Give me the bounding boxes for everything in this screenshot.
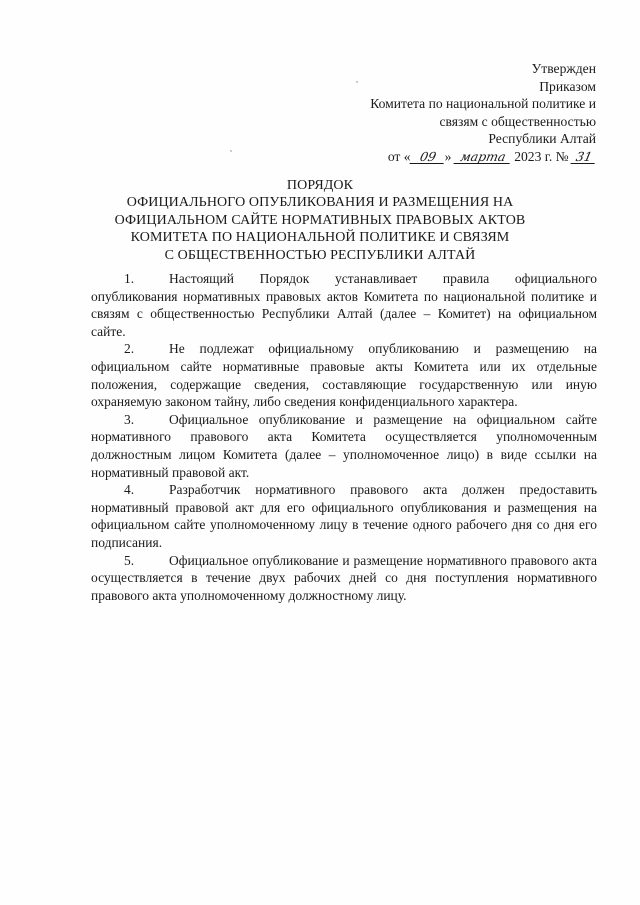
title-line: КОМИТЕТА ПО НАЦИОНАЛЬНОЙ ПОЛИТИКЕ И СВЯЗЯМ [130,230,510,246]
title-line: ПОРЯДОК [286,178,354,193]
approval-line-order: Приказом [539,78,596,94]
document-body [91,270,597,604]
paragraph [91,270,597,340]
paragraph [91,340,597,410]
document-title [60,177,580,264]
paragraph [91,481,597,551]
paragraph-text: Настоящий Порядок устанавливает правила официального опубликования нормативных правовых актов Комитета по национальной политике и связям с общественностью Республики Алтай (далее – Комитет) на официальном сайте. [91,271,597,339]
paragraph-number: 1. [124,271,135,286]
title-line: ОФИЦИАЛЬНОГО ОПУБЛИКОВАНИЯ И РАЗМЕЩЕНИЯ НА [126,195,514,211]
handwritten-order-number: 31 [571,150,598,164]
paragraph-text: Не подлежат официальному опубликованию и размещению на официальном сайте нормативные правовые акты Комитета или их отдельные положения, содержащие сведения, составляющие государственную или иную охраняемую законом тайну, либо сведения конфиденциального характера. [91,341,597,410]
approval-line-republic: Республики Алтай [488,131,596,147]
approval-line-committee: Комитета по национальной политике и [370,96,596,112]
title-line: ОФИЦИАЛЬНОМ САЙТЕ НОРМАТИВНЫХ ПРАВОВЫХ АКТОВ [114,212,526,228]
paragraph-text: Официальное опубликование и размещение нормативного правового акта осуществляется в течение двух рабочих дней со дня поступления нормативного правового акта уполномоченному должностному лицу. [91,552,597,603]
date-mid: » [444,148,452,164]
date-prefix: от « [387,148,411,164]
paragraph [91,552,597,605]
handwritten-day: 09 [409,150,446,164]
paragraph-number: 5. [124,552,135,568]
paragraph-number: 2. [124,341,135,357]
scan-speck [230,150,232,152]
paragraph-text: Разработчик нормативного правового акта должен предоставить нормативный правовой акт для его официального опубликования и размещения на официальном сайте уполномоченному лицу в течение одного рабочего дня со дня его подписания. [91,482,597,550]
approval-date-line [370,148,596,166]
title-line: С ОБЩЕСТВЕННОСТЬЮ РЕСПУБЛИКИ АЛТАЙ [164,247,476,263]
scan-speck [356,81,358,83]
approval-line-approved: Утвержден [531,61,596,76]
approval-line-relations: связям с общественностью [439,113,596,129]
paragraph-number: 3. [124,411,135,427]
date-year: 2023 г. № [514,148,569,164]
approval-block [370,60,596,166]
paragraph [91,411,597,481]
paragraph-text: Официальное опубликование и размещение на официальном сайте нормативного правового акта Комитета осуществляется уполномоченным должностным лицом Комитета (далее – уполномоченное лицо) в виде ссылки на нормативный правовой акт. [91,411,597,480]
handwritten-month: марта [453,150,512,164]
paragraph-number: 4. [124,482,135,498]
